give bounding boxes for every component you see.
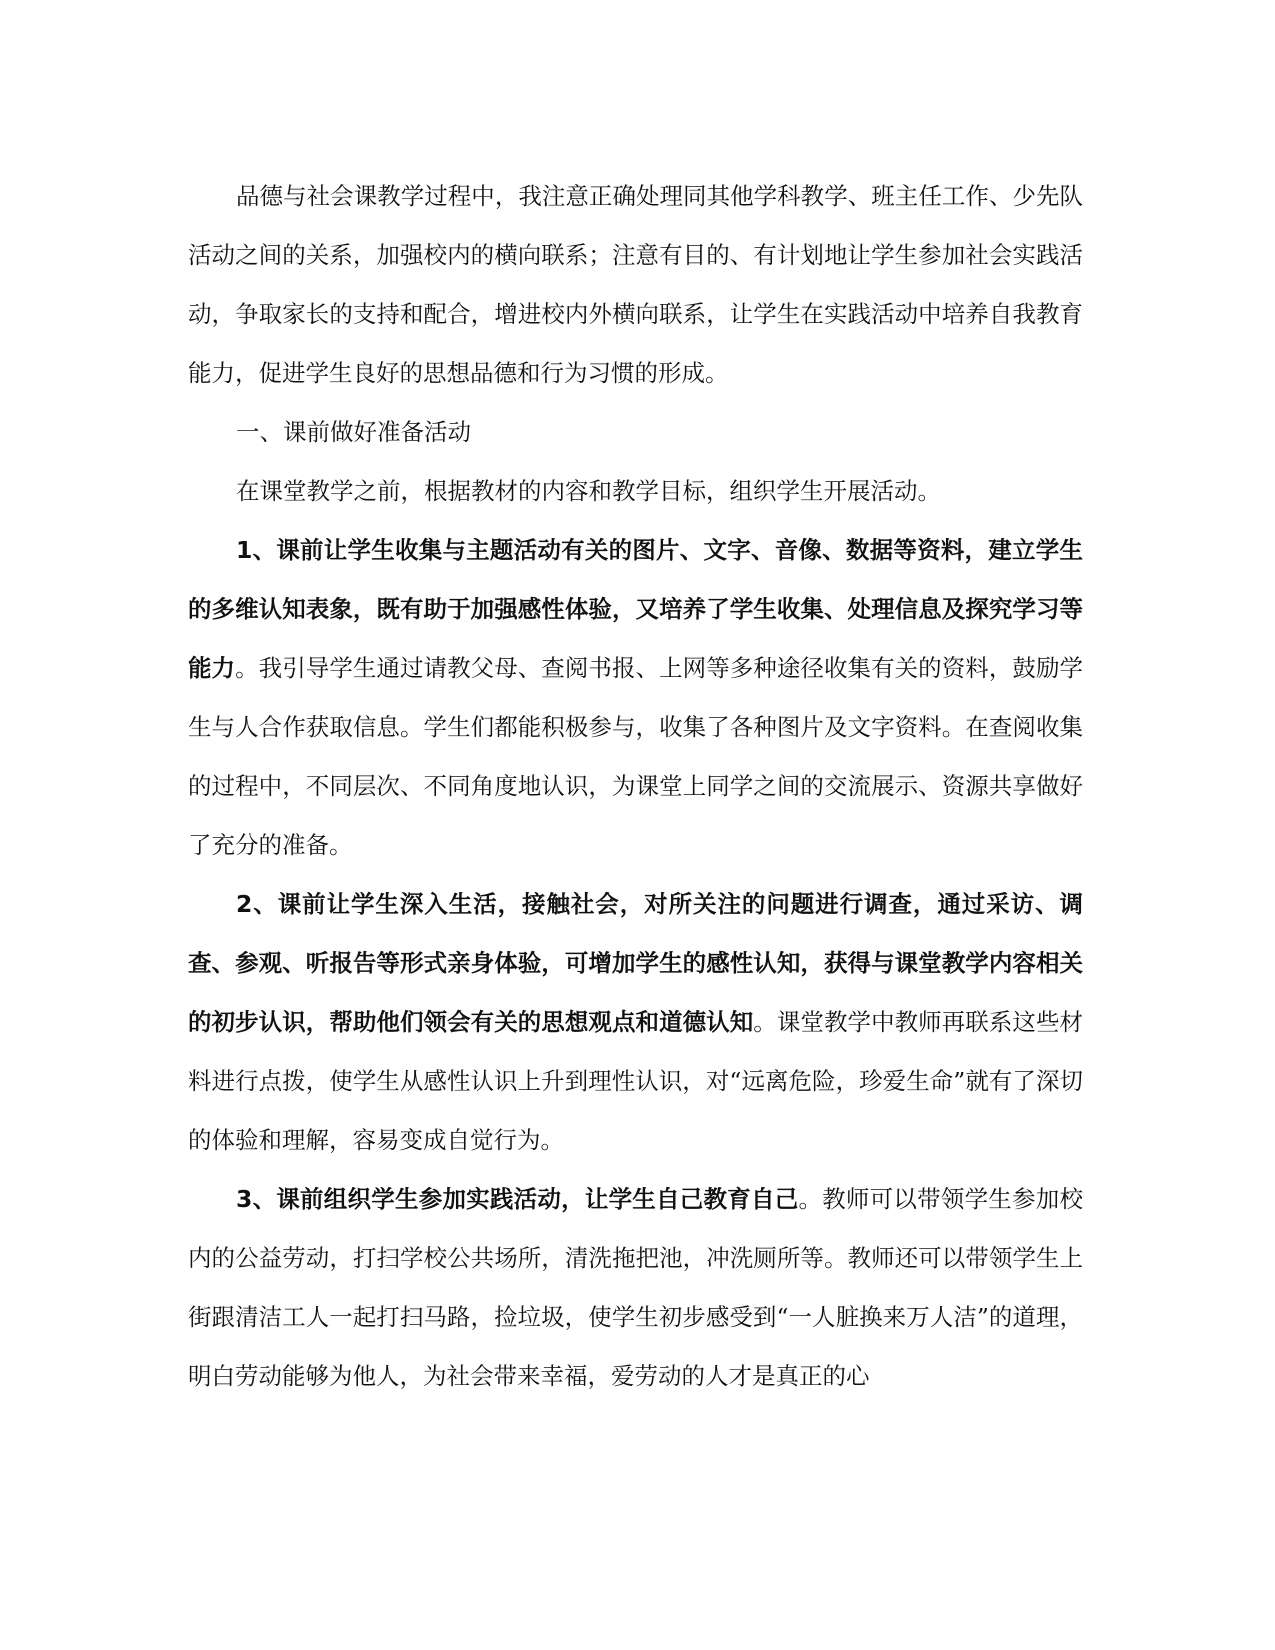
- item-emphasis: 2、课前让学生深入生活，接触社会，对所关注的问题进行调查，通过采访、调查、参观、听报告等形式亲身体验，可增加学生的感性认知，获得与课堂教学内容相关的初步认识，帮助他们领会有关的思想观点和道德认知: [188, 890, 1083, 1036]
- document-body: [188, 167, 1083, 1406]
- paragraph-lead: [188, 462, 1083, 521]
- item-body: 。教师可以带领学生参加校内的公益劳动，打扫学校公共场所，清洗拖把池，冲洗厕所等。教师还可以带领学生上街跟清洁工人一起打扫马路，捡垃圾，使学生初步感受到“一人脏换来万人洁”的道理，明白劳动能够为他人，为社会带来幸福，爱劳动的人才是真正的心: [188, 1185, 1083, 1390]
- item-body: 。我引导学生通过请教父母、查阅书报、上网等多种途径收集有关的资料，鼓励学生与人合作获取信息。学生们都能积极参与，收集了各种图片及文字资料。在查阅收集的过程中，不同层次、不同角度地认识，为课堂上同学之间的交流展示、资源共享做好了充分的准备。: [188, 654, 1084, 859]
- paragraph-text: 在课堂教学之前，根据教材的内容和教学目标，组织学生开展活动。: [236, 477, 941, 505]
- list-item-1: [188, 521, 1083, 875]
- heading-text: 一、课前做好准备活动: [236, 418, 471, 446]
- list-item-2: [188, 875, 1083, 1170]
- paragraph-intro: [188, 167, 1083, 403]
- section-heading: [188, 403, 1083, 462]
- item-emphasis: 3、课前组织学生参加实践活动，让学生自己教育自己: [236, 1185, 799, 1213]
- item-emphasis: 1、课前让学生收集与主题活动有关的图片、文字、音像、数据等资料，建立学生的多维认知表象，既有助于加强感性体验，又培养了学生收集、处理信息及探究学习等能力: [188, 536, 1083, 682]
- item-body: 。课堂教学中教师再联系这些材料进行点拨，使学生从感性认识上升到理性认识，对“远离危险，珍爱生命”就有了深切的体验和理解，容易变成自觉行为。: [188, 1008, 1083, 1154]
- paragraph-text: 品德与社会课教学过程中，我注意正确处理同其他学科教学、班主任工作、少先队活动之间的关系，加强校内的横向联系；注意有目的、有计划地让学生参加社会实践活动，争取家长的支持和配合，增进校内外横向联系，让学生在实践活动中培养自我教育能力，促进学生良好的思想品德和行为习惯的形成。: [188, 182, 1083, 387]
- list-item-3: [188, 1170, 1083, 1406]
